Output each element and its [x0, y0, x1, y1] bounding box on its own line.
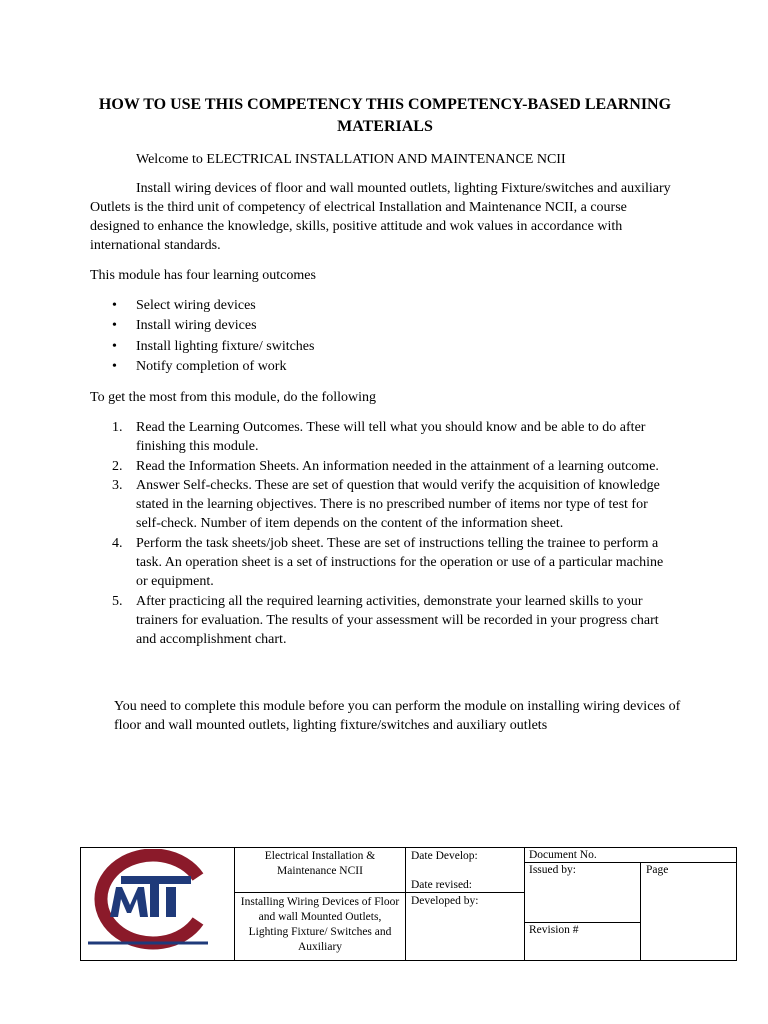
table-border [524, 847, 525, 961]
cmti-logo [86, 849, 212, 951]
outcomes-list [112, 296, 314, 377]
bullet: • [112, 358, 117, 374]
table-border [234, 892, 524, 893]
page-label: Page [646, 864, 669, 876]
table-border [405, 847, 406, 961]
step-number: 4. [112, 535, 123, 551]
step-text: Read the Information Sheets. An information needed in the attainment of a learning outcome. [136, 458, 659, 474]
outcomes-lead: This module has four learning outcomes [90, 268, 316, 283]
bullet: • [112, 298, 117, 313]
steps-lead: To get the most from this module, do the following [90, 390, 376, 405]
step-item [112, 457, 672, 476]
list-item-text: Install lighting fixture/ switches [136, 338, 315, 354]
date-develop-label: Date Develop: [411, 850, 478, 862]
bullet: • [112, 318, 117, 334]
step-number: 5. [112, 593, 123, 609]
list-item [112, 357, 314, 377]
steps-list [112, 418, 672, 650]
list-item-text: Install wiring devices [136, 318, 257, 334]
intro-text: Install wiring devices of floor and wall mounted outlets, lighting Fixture/switches and auxiliary Outlets is the third unit of competency of electrical Installation and Maintenance NCII, a course designed to enhance the knowledge, skills, positive attitude and wok values in accordance with international standards. [90, 181, 671, 253]
list-item [112, 296, 314, 316]
closing-paragraph: You need to complete this module before you can perform the module on installing wiring devices of floor and wall mounted outlets, lighting fixture/switches and auxiliary outlets [114, 699, 681, 733]
step-number: 2. [112, 458, 123, 474]
page-title: HOW TO USE THIS COMPETENCY THIS COMPETENCY-BASED LEARNING MATERIALS [98, 96, 672, 135]
step-item [112, 418, 672, 457]
list-item-text: Notify completion of work [136, 358, 287, 374]
step-text: Perform the task sheets/job sheet. These are set of instructions telling the trainee to perform a task. An operation sheet is a set of instructions for the operation or use of a particular machine or equipment. [136, 535, 664, 590]
table-border [80, 960, 736, 961]
revision-label: Revision # [529, 924, 579, 936]
step-item [112, 534, 672, 592]
step-item [112, 592, 672, 650]
developed-by-label: Developed by: [411, 895, 479, 907]
list-item-text: Select wiring devices [136, 298, 256, 313]
welcome-text: Welcome to ELECTRICAL INSTALLATION AND MAINTENANCE NCII [136, 152, 566, 167]
intro-paragraph [90, 179, 680, 255]
course-title: Electrical Installation & Maintenance NCII [264, 850, 376, 877]
module-title: Installing Wiring Devices of Floor and wall Mounted Outlets, Lighting Fixture/ Switches and Auxiliary [240, 896, 400, 953]
document-footer-table [80, 847, 736, 960]
issued-by-label: Issued by: [529, 864, 576, 876]
step-number: 3. [112, 477, 123, 493]
step-text: Answer Self-checks. These are set of question that would verify the acquisition of knowledge stated in the learning objectives. There is no prescribed number of items nor type of test for self-check. Number of item depends on the content of the information sheet. [136, 477, 660, 532]
bullet: • [112, 338, 117, 354]
step-text: Read the Learning Outcomes. These will tell what you should know and be able to do after finishing this module. [136, 420, 646, 455]
list-item [112, 316, 314, 336]
list-item [112, 337, 314, 357]
table-border [80, 847, 736, 848]
table-border [736, 847, 737, 961]
table-border [80, 847, 81, 961]
table-border [640, 862, 641, 961]
step-number: 1. [112, 420, 123, 435]
table-border [234, 847, 235, 961]
step-text: After practicing all the required learning activities, demonstrate your learned skills to your trainers for evaluation. The results of your assessment will be recorded in your progress chart and accomplishment chart. [136, 593, 659, 648]
date-revised-label: Date revised: [411, 879, 472, 891]
step-item [112, 476, 672, 534]
document-no-label: Document No. [529, 849, 597, 861]
